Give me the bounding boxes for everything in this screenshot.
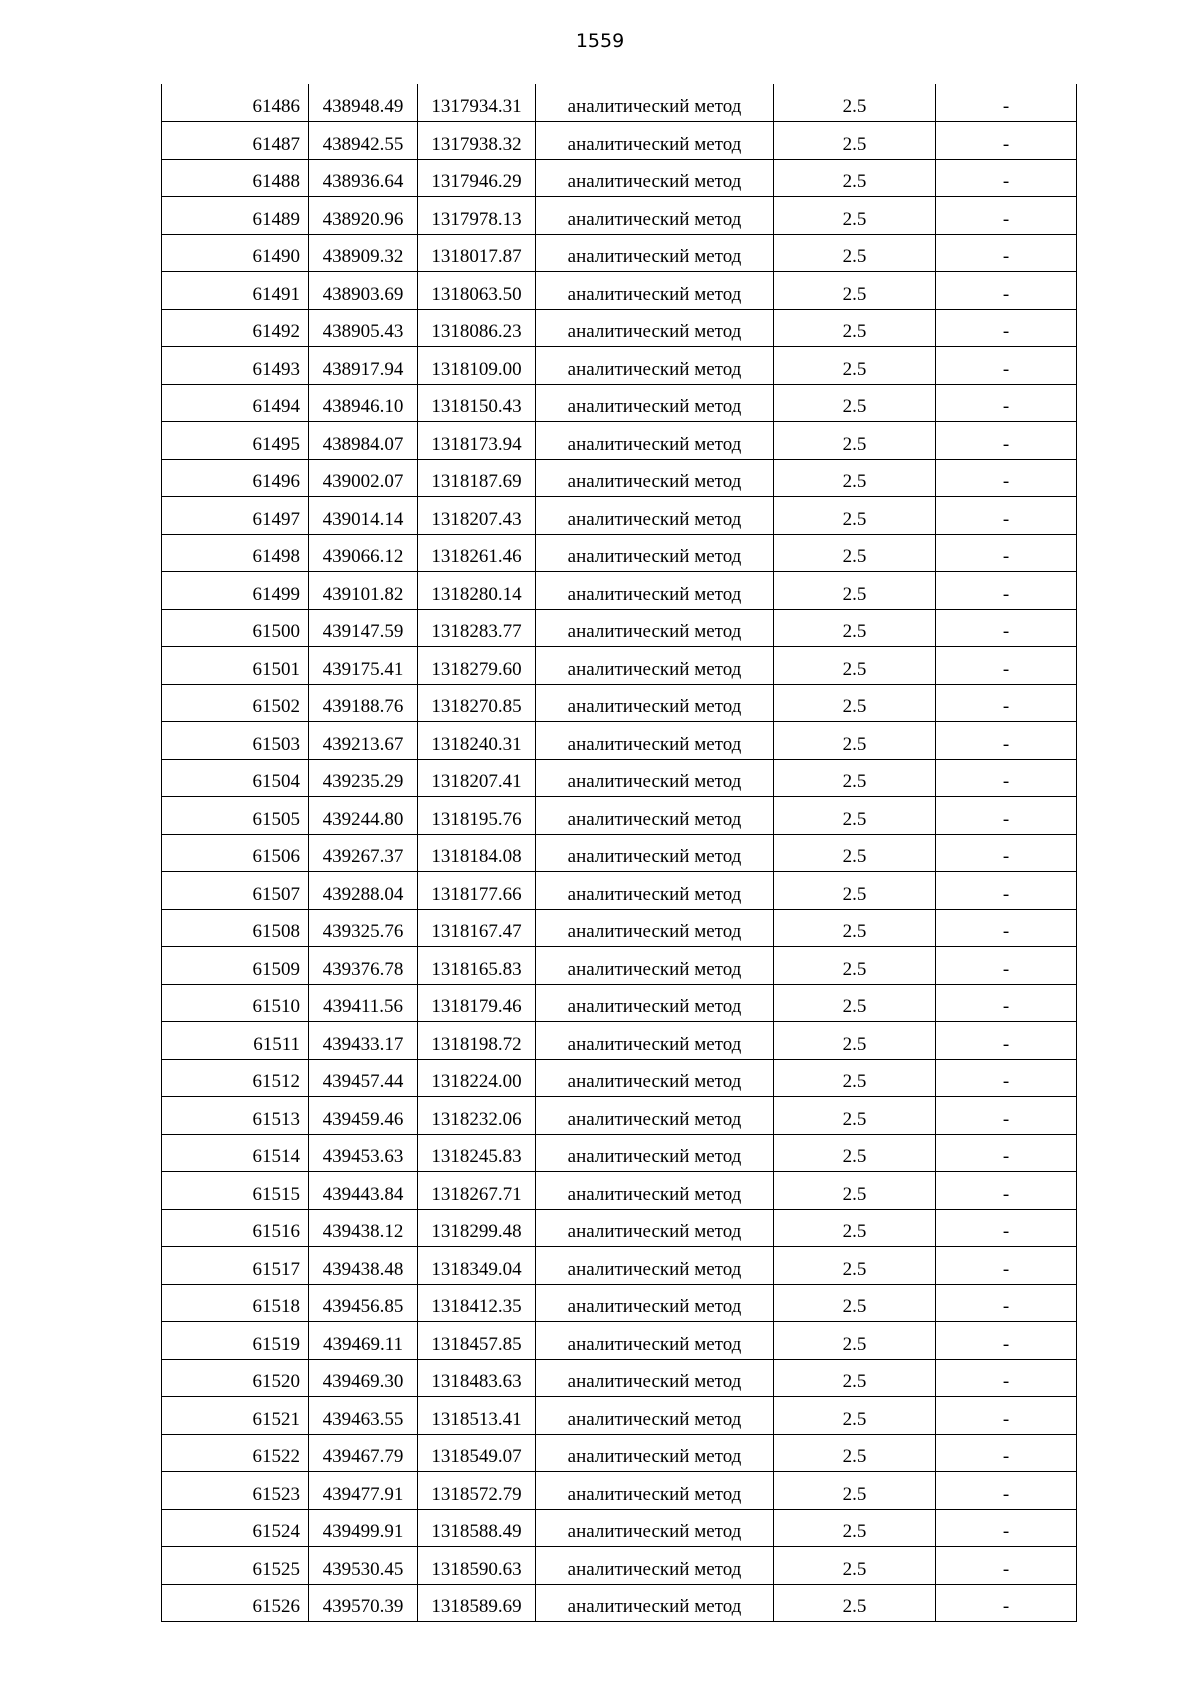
table-row xyxy=(162,1322,1077,1360)
method-cell: аналитический метод xyxy=(536,1472,774,1510)
note-cell: - xyxy=(936,1172,1077,1210)
y-coordinate-cell: 1318513.41 xyxy=(418,1397,536,1435)
point-number-cell: 61493 xyxy=(162,347,309,385)
y-coordinate-cell: 1318457.85 xyxy=(418,1322,536,1360)
method-cell: аналитический метод xyxy=(536,272,774,310)
x-coordinate-cell: 438946.10 xyxy=(309,384,418,422)
table-row xyxy=(162,797,1077,835)
x-coordinate-cell: 439188.76 xyxy=(309,684,418,722)
table-row xyxy=(162,759,1077,797)
point-number-cell: 61490 xyxy=(162,234,309,272)
note-cell: - xyxy=(936,384,1077,422)
x-coordinate-cell: 439530.45 xyxy=(309,1547,418,1585)
method-cell: аналитический метод xyxy=(536,1509,774,1547)
accuracy-cell: 2.5 xyxy=(774,1209,936,1247)
method-cell: аналитический метод xyxy=(536,422,774,460)
x-coordinate-cell: 439457.44 xyxy=(309,1059,418,1097)
x-coordinate-cell: 439499.91 xyxy=(309,1509,418,1547)
point-number-cell: 61520 xyxy=(162,1359,309,1397)
accuracy-cell: 2.5 xyxy=(774,384,936,422)
note-cell: - xyxy=(936,1097,1077,1135)
note-cell: - xyxy=(936,834,1077,872)
note-cell: - xyxy=(936,722,1077,760)
method-cell: аналитический метод xyxy=(536,1284,774,1322)
method-cell: аналитический метод xyxy=(536,759,774,797)
method-cell: аналитический метод xyxy=(536,1022,774,1060)
x-coordinate-cell: 438936.64 xyxy=(309,159,418,197)
page-number: 1559 xyxy=(575,30,625,52)
method-cell: аналитический метод xyxy=(536,159,774,197)
accuracy-cell: 2.5 xyxy=(774,1547,936,1585)
method-cell: аналитический метод xyxy=(536,1247,774,1285)
table-row xyxy=(162,909,1077,947)
note-cell: - xyxy=(936,1022,1077,1060)
y-coordinate-cell: 1318063.50 xyxy=(418,272,536,310)
y-coordinate-cell: 1318179.46 xyxy=(418,984,536,1022)
point-number-cell: 61489 xyxy=(162,197,309,235)
method-cell: аналитический метод xyxy=(536,1434,774,1472)
note-cell: - xyxy=(936,759,1077,797)
point-number-cell: 61499 xyxy=(162,572,309,610)
x-coordinate-cell: 438984.07 xyxy=(309,422,418,460)
method-cell: аналитический метод xyxy=(536,609,774,647)
point-number-cell: 61519 xyxy=(162,1322,309,1360)
y-coordinate-cell: 1318165.83 xyxy=(418,947,536,985)
note-cell: - xyxy=(936,1509,1077,1547)
table-row xyxy=(162,872,1077,910)
point-number-cell: 61503 xyxy=(162,722,309,760)
method-cell: аналитический метод xyxy=(536,647,774,685)
y-coordinate-cell: 1317978.13 xyxy=(418,197,536,235)
y-coordinate-cell: 1318232.06 xyxy=(418,1097,536,1135)
x-coordinate-cell: 438920.96 xyxy=(309,197,418,235)
table-row xyxy=(162,234,1077,272)
accuracy-cell: 2.5 xyxy=(774,272,936,310)
method-cell: аналитический метод xyxy=(536,1172,774,1210)
note-cell: - xyxy=(936,422,1077,460)
method-cell: аналитический метод xyxy=(536,1059,774,1097)
x-coordinate-cell: 438948.49 xyxy=(309,84,418,122)
accuracy-cell: 2.5 xyxy=(774,1022,936,1060)
table-row xyxy=(162,1247,1077,1285)
point-number-cell: 61496 xyxy=(162,459,309,497)
note-cell: - xyxy=(936,84,1077,122)
point-number-cell: 61495 xyxy=(162,422,309,460)
method-cell: аналитический метод xyxy=(536,1547,774,1585)
table-row xyxy=(162,347,1077,385)
method-cell: аналитический метод xyxy=(536,909,774,947)
x-coordinate-cell: 438942.55 xyxy=(309,122,418,160)
coordinates-table xyxy=(161,84,1077,1622)
accuracy-cell: 2.5 xyxy=(774,1322,936,1360)
method-cell: аналитический метод xyxy=(536,872,774,910)
table-row xyxy=(162,1547,1077,1585)
method-cell: аналитический метод xyxy=(536,684,774,722)
method-cell: аналитический метод xyxy=(536,347,774,385)
point-number-cell: 61507 xyxy=(162,872,309,910)
accuracy-cell: 2.5 xyxy=(774,572,936,610)
y-coordinate-cell: 1318086.23 xyxy=(418,309,536,347)
accuracy-cell: 2.5 xyxy=(774,122,936,160)
note-cell: - xyxy=(936,984,1077,1022)
accuracy-cell: 2.5 xyxy=(774,1134,936,1172)
x-coordinate-cell: 439244.80 xyxy=(309,797,418,835)
note-cell: - xyxy=(936,909,1077,947)
accuracy-cell: 2.5 xyxy=(774,1359,936,1397)
x-coordinate-cell: 439101.82 xyxy=(309,572,418,610)
note-cell: - xyxy=(936,572,1077,610)
accuracy-cell: 2.5 xyxy=(774,647,936,685)
note-cell: - xyxy=(936,797,1077,835)
x-coordinate-cell: 439443.84 xyxy=(309,1172,418,1210)
x-coordinate-cell: 439175.41 xyxy=(309,647,418,685)
y-coordinate-cell: 1318590.63 xyxy=(418,1547,536,1585)
method-cell: аналитический метод xyxy=(536,534,774,572)
accuracy-cell: 2.5 xyxy=(774,834,936,872)
accuracy-cell: 2.5 xyxy=(774,684,936,722)
table-row xyxy=(162,609,1077,647)
x-coordinate-cell: 439147.59 xyxy=(309,609,418,647)
accuracy-cell: 2.5 xyxy=(774,309,936,347)
table-row xyxy=(162,272,1077,310)
x-coordinate-cell: 439066.12 xyxy=(309,534,418,572)
y-coordinate-cell: 1318177.66 xyxy=(418,872,536,910)
y-coordinate-cell: 1318261.46 xyxy=(418,534,536,572)
point-number-cell: 61515 xyxy=(162,1172,309,1210)
y-coordinate-cell: 1317934.31 xyxy=(418,84,536,122)
y-coordinate-cell: 1318283.77 xyxy=(418,609,536,647)
note-cell: - xyxy=(936,1397,1077,1435)
x-coordinate-cell: 439570.39 xyxy=(309,1584,418,1622)
note-cell: - xyxy=(936,272,1077,310)
method-cell: аналитический метод xyxy=(536,572,774,610)
y-coordinate-cell: 1318267.71 xyxy=(418,1172,536,1210)
y-coordinate-cell: 1318280.14 xyxy=(418,572,536,610)
note-cell: - xyxy=(936,1434,1077,1472)
x-coordinate-cell: 438905.43 xyxy=(309,309,418,347)
method-cell: аналитический метод xyxy=(536,197,774,235)
x-coordinate-cell: 439463.55 xyxy=(309,1397,418,1435)
accuracy-cell: 2.5 xyxy=(774,909,936,947)
note-cell: - xyxy=(936,159,1077,197)
x-coordinate-cell: 438909.32 xyxy=(309,234,418,272)
table-row xyxy=(162,1284,1077,1322)
accuracy-cell: 2.5 xyxy=(774,422,936,460)
accuracy-cell: 2.5 xyxy=(774,1509,936,1547)
point-number-cell: 61492 xyxy=(162,309,309,347)
point-number-cell: 61522 xyxy=(162,1434,309,1472)
note-cell: - xyxy=(936,647,1077,685)
y-coordinate-cell: 1318299.48 xyxy=(418,1209,536,1247)
method-cell: аналитический метод xyxy=(536,1134,774,1172)
table-row xyxy=(162,384,1077,422)
y-coordinate-cell: 1318167.47 xyxy=(418,909,536,947)
y-coordinate-cell: 1317938.32 xyxy=(418,122,536,160)
note-cell: - xyxy=(936,534,1077,572)
accuracy-cell: 2.5 xyxy=(774,534,936,572)
point-number-cell: 61505 xyxy=(162,797,309,835)
point-number-cell: 61525 xyxy=(162,1547,309,1585)
x-coordinate-cell: 438903.69 xyxy=(309,272,418,310)
x-coordinate-cell: 439433.17 xyxy=(309,1022,418,1060)
point-number-cell: 61501 xyxy=(162,647,309,685)
table-row xyxy=(162,197,1077,235)
y-coordinate-cell: 1318207.41 xyxy=(418,759,536,797)
y-coordinate-cell: 1318245.83 xyxy=(418,1134,536,1172)
point-number-cell: 61512 xyxy=(162,1059,309,1097)
note-cell: - xyxy=(936,197,1077,235)
x-coordinate-cell: 439456.85 xyxy=(309,1284,418,1322)
y-coordinate-cell: 1318572.79 xyxy=(418,1472,536,1510)
accuracy-cell: 2.5 xyxy=(774,1172,936,1210)
x-coordinate-cell: 439325.76 xyxy=(309,909,418,947)
y-coordinate-cell: 1318412.35 xyxy=(418,1284,536,1322)
method-cell: аналитический метод xyxy=(536,984,774,1022)
note-cell: - xyxy=(936,1584,1077,1622)
point-number-cell: 61511 xyxy=(162,1022,309,1060)
table-row xyxy=(162,684,1077,722)
y-coordinate-cell: 1318173.94 xyxy=(418,422,536,460)
point-number-cell: 61488 xyxy=(162,159,309,197)
x-coordinate-cell: 439469.30 xyxy=(309,1359,418,1397)
y-coordinate-cell: 1318549.07 xyxy=(418,1434,536,1472)
coordinates-table-body xyxy=(162,84,1077,1622)
accuracy-cell: 2.5 xyxy=(774,1247,936,1285)
table-row xyxy=(162,1022,1077,1060)
method-cell: аналитический метод xyxy=(536,797,774,835)
method-cell: аналитический метод xyxy=(536,1359,774,1397)
note-cell: - xyxy=(936,1284,1077,1322)
accuracy-cell: 2.5 xyxy=(774,984,936,1022)
point-number-cell: 61498 xyxy=(162,534,309,572)
accuracy-cell: 2.5 xyxy=(774,722,936,760)
x-coordinate-cell: 439467.79 xyxy=(309,1434,418,1472)
method-cell: аналитический метод xyxy=(536,122,774,160)
table-row xyxy=(162,947,1077,985)
x-coordinate-cell: 439014.14 xyxy=(309,497,418,535)
point-number-cell: 61514 xyxy=(162,1134,309,1172)
accuracy-cell: 2.5 xyxy=(774,234,936,272)
y-coordinate-cell: 1318017.87 xyxy=(418,234,536,272)
method-cell: аналитический метод xyxy=(536,309,774,347)
note-cell: - xyxy=(936,122,1077,160)
point-number-cell: 61524 xyxy=(162,1509,309,1547)
point-number-cell: 61497 xyxy=(162,497,309,535)
y-coordinate-cell: 1318187.69 xyxy=(418,459,536,497)
table-row xyxy=(162,1097,1077,1135)
point-number-cell: 61504 xyxy=(162,759,309,797)
accuracy-cell: 2.5 xyxy=(774,347,936,385)
table-row xyxy=(162,309,1077,347)
table-row xyxy=(162,1134,1077,1172)
table-row xyxy=(162,1172,1077,1210)
method-cell: аналитический метод xyxy=(536,234,774,272)
accuracy-cell: 2.5 xyxy=(774,459,936,497)
x-coordinate-cell: 439459.46 xyxy=(309,1097,418,1135)
accuracy-cell: 2.5 xyxy=(774,872,936,910)
note-cell: - xyxy=(936,309,1077,347)
accuracy-cell: 2.5 xyxy=(774,1097,936,1135)
y-coordinate-cell: 1318589.69 xyxy=(418,1584,536,1622)
note-cell: - xyxy=(936,1547,1077,1585)
note-cell: - xyxy=(936,234,1077,272)
accuracy-cell: 2.5 xyxy=(774,759,936,797)
point-number-cell: 61516 xyxy=(162,1209,309,1247)
point-number-cell: 61491 xyxy=(162,272,309,310)
x-coordinate-cell: 439267.37 xyxy=(309,834,418,872)
table-row xyxy=(162,1209,1077,1247)
x-coordinate-cell: 439469.11 xyxy=(309,1322,418,1360)
y-coordinate-cell: 1318184.08 xyxy=(418,834,536,872)
point-number-cell: 61502 xyxy=(162,684,309,722)
accuracy-cell: 2.5 xyxy=(774,159,936,197)
x-coordinate-cell: 439453.63 xyxy=(309,1134,418,1172)
note-cell: - xyxy=(936,684,1077,722)
table-row xyxy=(162,722,1077,760)
note-cell: - xyxy=(936,1472,1077,1510)
note-cell: - xyxy=(936,347,1077,385)
x-coordinate-cell: 439438.12 xyxy=(309,1209,418,1247)
point-number-cell: 61486 xyxy=(162,84,309,122)
method-cell: аналитический метод xyxy=(536,947,774,985)
x-coordinate-cell: 438917.94 xyxy=(309,347,418,385)
x-coordinate-cell: 439438.48 xyxy=(309,1247,418,1285)
table-row xyxy=(162,834,1077,872)
point-number-cell: 61513 xyxy=(162,1097,309,1135)
y-coordinate-cell: 1318198.72 xyxy=(418,1022,536,1060)
table-row xyxy=(162,647,1077,685)
point-number-cell: 61521 xyxy=(162,1397,309,1435)
method-cell: аналитический метод xyxy=(536,1322,774,1360)
accuracy-cell: 2.5 xyxy=(774,197,936,235)
x-coordinate-cell: 439411.56 xyxy=(309,984,418,1022)
x-coordinate-cell: 439002.07 xyxy=(309,459,418,497)
y-coordinate-cell: 1318349.04 xyxy=(418,1247,536,1285)
table-row xyxy=(162,459,1077,497)
note-cell: - xyxy=(936,1247,1077,1285)
accuracy-cell: 2.5 xyxy=(774,1472,936,1510)
y-coordinate-cell: 1317946.29 xyxy=(418,159,536,197)
table-row xyxy=(162,1509,1077,1547)
method-cell: аналитический метод xyxy=(536,459,774,497)
note-cell: - xyxy=(936,1059,1077,1097)
table-row xyxy=(162,1059,1077,1097)
accuracy-cell: 2.5 xyxy=(774,1584,936,1622)
y-coordinate-cell: 1318224.00 xyxy=(418,1059,536,1097)
y-coordinate-cell: 1318195.76 xyxy=(418,797,536,835)
table-row xyxy=(162,1434,1077,1472)
accuracy-cell: 2.5 xyxy=(774,84,936,122)
method-cell: аналитический метод xyxy=(536,722,774,760)
method-cell: аналитический метод xyxy=(536,384,774,422)
y-coordinate-cell: 1318588.49 xyxy=(418,1509,536,1547)
note-cell: - xyxy=(936,1322,1077,1360)
method-cell: аналитический метод xyxy=(536,1397,774,1435)
point-number-cell: 61506 xyxy=(162,834,309,872)
accuracy-cell: 2.5 xyxy=(774,797,936,835)
table-row xyxy=(162,534,1077,572)
point-number-cell: 61487 xyxy=(162,122,309,160)
point-number-cell: 61508 xyxy=(162,909,309,947)
note-cell: - xyxy=(936,1209,1077,1247)
note-cell: - xyxy=(936,459,1077,497)
y-coordinate-cell: 1318270.85 xyxy=(418,684,536,722)
point-number-cell: 61494 xyxy=(162,384,309,422)
table-row xyxy=(162,159,1077,197)
accuracy-cell: 2.5 xyxy=(774,609,936,647)
method-cell: аналитический метод xyxy=(536,834,774,872)
accuracy-cell: 2.5 xyxy=(774,497,936,535)
table-row xyxy=(162,497,1077,535)
point-number-cell: 61523 xyxy=(162,1472,309,1510)
method-cell: аналитический метод xyxy=(536,497,774,535)
method-cell: аналитический метод xyxy=(536,1097,774,1135)
point-number-cell: 61526 xyxy=(162,1584,309,1622)
accuracy-cell: 2.5 xyxy=(774,947,936,985)
table-row xyxy=(162,1584,1077,1622)
x-coordinate-cell: 439288.04 xyxy=(309,872,418,910)
table-row xyxy=(162,984,1077,1022)
y-coordinate-cell: 1318150.43 xyxy=(418,384,536,422)
table-row xyxy=(162,422,1077,460)
point-number-cell: 61500 xyxy=(162,609,309,647)
y-coordinate-cell: 1318483.63 xyxy=(418,1359,536,1397)
method-cell: аналитический метод xyxy=(536,1584,774,1622)
point-number-cell: 61509 xyxy=(162,947,309,985)
table-row xyxy=(162,122,1077,160)
y-coordinate-cell: 1318207.43 xyxy=(418,497,536,535)
note-cell: - xyxy=(936,947,1077,985)
point-number-cell: 61517 xyxy=(162,1247,309,1285)
accuracy-cell: 2.5 xyxy=(774,1059,936,1097)
accuracy-cell: 2.5 xyxy=(774,1397,936,1435)
y-coordinate-cell: 1318240.31 xyxy=(418,722,536,760)
note-cell: - xyxy=(936,1359,1077,1397)
note-cell: - xyxy=(936,497,1077,535)
y-coordinate-cell: 1318109.00 xyxy=(418,347,536,385)
note-cell: - xyxy=(936,1134,1077,1172)
x-coordinate-cell: 439477.91 xyxy=(309,1472,418,1510)
point-number-cell: 61518 xyxy=(162,1284,309,1322)
table-row xyxy=(162,572,1077,610)
accuracy-cell: 2.5 xyxy=(774,1284,936,1322)
table-row xyxy=(162,1359,1077,1397)
method-cell: аналитический метод xyxy=(536,84,774,122)
x-coordinate-cell: 439213.67 xyxy=(309,722,418,760)
note-cell: - xyxy=(936,872,1077,910)
table-row xyxy=(162,84,1077,122)
x-coordinate-cell: 439235.29 xyxy=(309,759,418,797)
x-coordinate-cell: 439376.78 xyxy=(309,947,418,985)
table-row xyxy=(162,1397,1077,1435)
point-number-cell: 61510 xyxy=(162,984,309,1022)
y-coordinate-cell: 1318279.60 xyxy=(418,647,536,685)
table-row xyxy=(162,1472,1077,1510)
accuracy-cell: 2.5 xyxy=(774,1434,936,1472)
note-cell: - xyxy=(936,609,1077,647)
method-cell: аналитический метод xyxy=(536,1209,774,1247)
